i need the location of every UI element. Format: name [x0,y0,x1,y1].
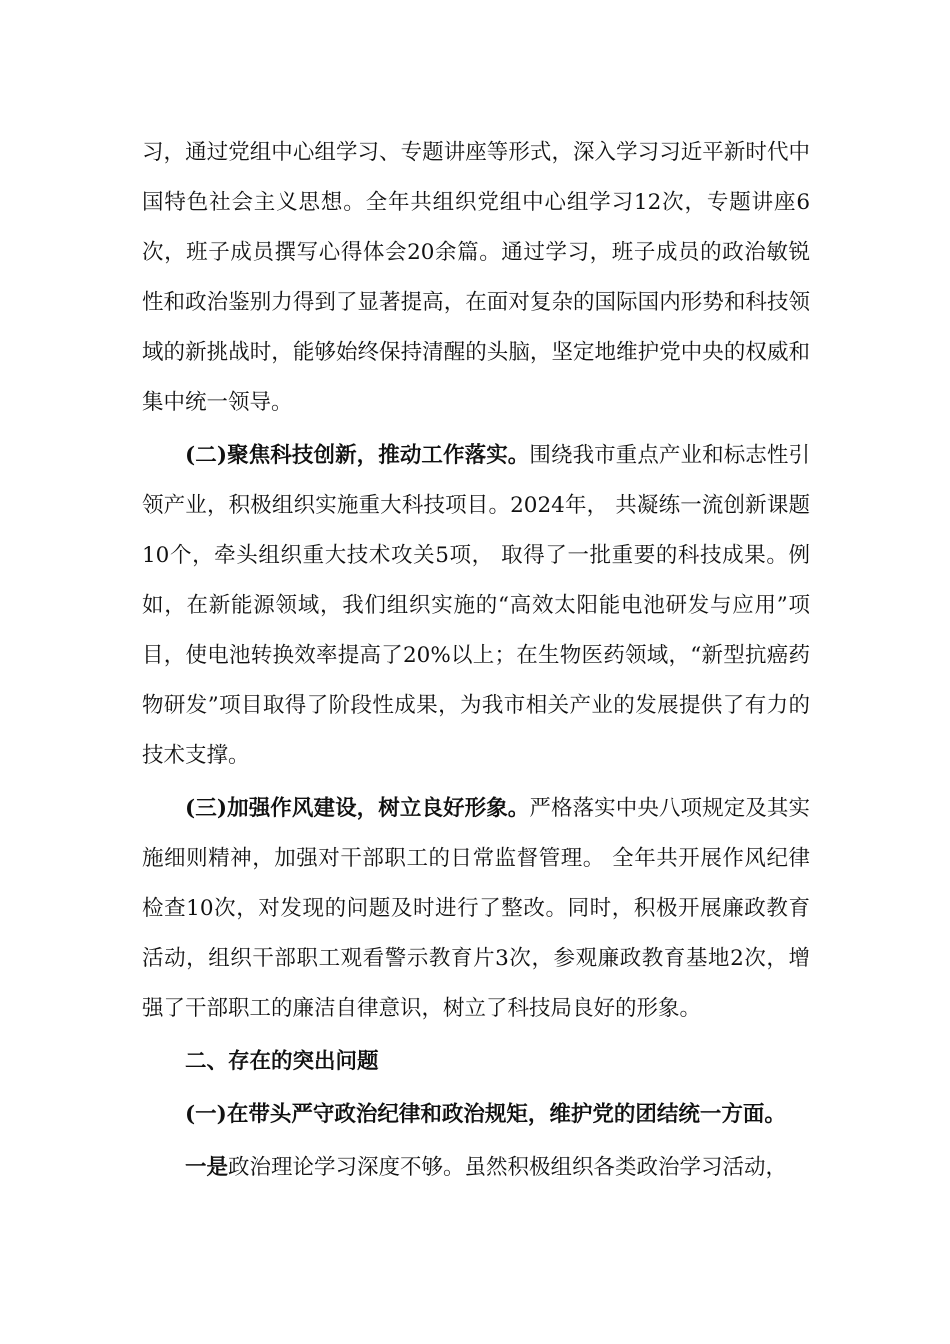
paragraph-study-continuation [142,128,810,428]
document-page [142,128,810,1193]
paragraph-body: 习，通过党组中心组学习、专题讲座等形式，深入学习习近平新时代中国特色社会主义思想。全年共组织党组中心组学习12次，专题讲座6次，班子成员撰写心得体会20余篇。通过学习，班子成员的政治敏锐性和政治鉴别力得到了显著提高，在面对复杂的国际国内形势和科技领域的新挑战时，能够始终保持清醒的头脑，坚定地维护党中央的权威和集中统一领导。 [142,140,810,415]
paragraph-tech-innovation [142,431,810,781]
paragraph-body: 严格落实中央八项规定及其实施细则精神，加强对干部职工的日常监督管理。 全年共开展作风纪律检查10次，对发现的问题及时进行了整改。同时，积极开展廉政教育活动，组织干部职工观看警示教育片3次，参观廉政教育基地2次，增强了干部职工的廉洁自律意识，树立了科技局良好的形象。 [142,796,810,1021]
paragraph-lead: (三)加强作风建设，树立良好形象。 [185,796,530,821]
paragraph-lead: 一是 [185,1155,229,1180]
paragraph-lead: (二)聚焦科技创新，推动工作落实。 [185,443,530,468]
subsection-heading: (一)在带头严守政治纪律和政治规矩，维护党的团结统一方面。 [185,1102,786,1127]
paragraph-work-style [142,784,810,1034]
paragraph-body: 政治理论学习深度不够。虽然积极组织各类政治学习活动， [228,1155,788,1180]
paragraph-first-issue [142,1143,810,1193]
paragraph-body: 围绕我市重点产业和标志性引领产业，积极组织实施重大科技项目。2024年， 共凝练一流创新课题10个，牵头组织重大技术攻关5项， 取得了一批重要的科技成果。例如，在新能源领域，我们组织实施的“高效太阳能电池研发与应用”项目，使电池转换效率提高了20%以上；在生物医药领域，“新型抗癌药物研发”项目取得了阶段性成果，为我市相关产业的发展提供了有力的技术支撑。 [142,443,810,768]
section-heading: 二、存在的突出问题 [185,1049,379,1074]
